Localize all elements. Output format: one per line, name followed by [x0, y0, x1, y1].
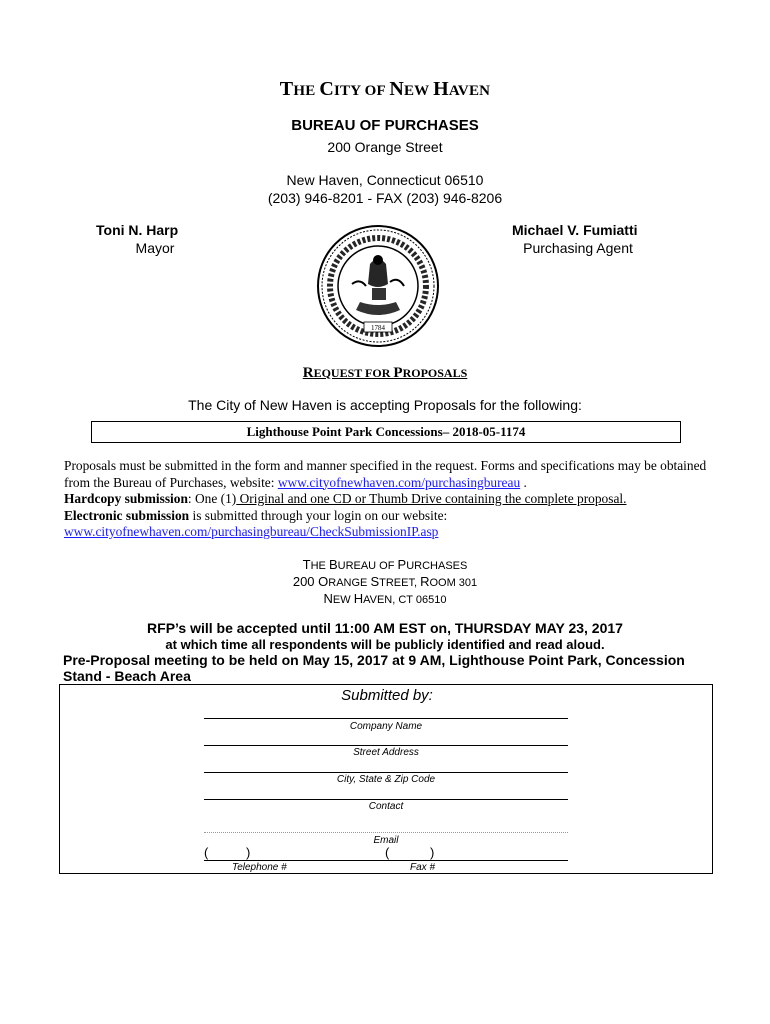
- phone-fax: (203) 946-8201 - FAX (203) 946-8206: [267, 190, 503, 206]
- agent-title: Purchasing Agent: [523, 240, 633, 256]
- agent-name: Michael V. Fumiatti: [512, 222, 638, 238]
- electronic-label: Electronic submission: [64, 507, 190, 523]
- street-address-label: Street Address: [353, 747, 419, 758]
- hardcopy-label: Hardcopy submission: [64, 491, 188, 506]
- telephone-label: Telephone #: [232, 862, 287, 873]
- telephone-paren-open: (: [204, 845, 209, 860]
- company-name-label: Company Name: [349, 721, 423, 732]
- email-line[interactable]: [204, 832, 568, 833]
- rfp-heading: REQUEST FOR PROPOSALS: [302, 365, 468, 381]
- city-address: New Haven, Connecticut 06510: [286, 172, 484, 188]
- bureau-address-line-3: NEW HAVEN, CT 06510: [323, 591, 447, 606]
- mayor-name: Toni N. Harp: [96, 222, 179, 238]
- bureau-address-line-2: 200 ORANGE STREET, ROOM 301: [292, 574, 478, 589]
- purchasing-bureau-link[interactable]: www.cityofnewhaven.com/purchasingbureau: [277, 474, 521, 490]
- bureau-address-line-1: THE BUREAU OF PURCHASES: [302, 557, 468, 572]
- project-title-box: Lighthouse Point Park Concessions– 2018-05-1174: [91, 421, 681, 443]
- street-address: 200 Orange Street: [327, 139, 443, 155]
- page-title: THE CITY OF NEW HAVEN: [279, 78, 491, 100]
- deadline-subtext: at which time all respondents will be publicly identified and read aloud.: [165, 637, 605, 652]
- city-seal-icon: [316, 224, 440, 348]
- fax-paren-close: ): [430, 845, 435, 860]
- seal-year: 1784: [371, 324, 385, 332]
- contact-line[interactable]: [204, 799, 568, 800]
- phone-fax-line[interactable]: [204, 860, 568, 861]
- company-name-line[interactable]: [204, 718, 568, 719]
- submission-form: [59, 684, 713, 874]
- bureau-name: BUREAU OF PURCHASES: [291, 117, 479, 134]
- mayor-title: Mayor: [135, 240, 175, 256]
- accepting-text: The City of New Haven is accepting Proposals for the following:: [188, 397, 582, 413]
- fax-paren-open: (: [385, 845, 390, 860]
- submission-link[interactable]: www.cityofnewhaven.com/purchasingbureau/CheckSubmissionIP.asp: [64, 524, 439, 539]
- city-state-zip-line[interactable]: [204, 772, 568, 773]
- telephone-paren-close: ): [246, 845, 251, 860]
- fax-label: Fax #: [410, 862, 436, 873]
- instructions: Proposals must be submitted in the form and manner specified in the request. Forms and specifications may be obtained from the Bureau of Purchases, website: www.cityofnewhaven.com/purchasingbureau . Hardcopy submission: One (1) Original and one CD or Thumb Drive containing the complete proposal. Electronic submission is submitted through your login on our website: www.cityofnewhaven.com/purchasingbureau/CheckSubmissionIP.asp: [64, 458, 707, 539]
- street-address-line[interactable]: [204, 745, 568, 746]
- submitted-by-title: Submitted by:: [341, 687, 433, 704]
- contact-label: Contact: [368, 801, 404, 812]
- preproposal-meeting: Pre-Proposal meeting to be held on May 15, 2017 at 9 AM, Lighthouse Point Park, Concession Stand - Beach Area: [63, 652, 685, 684]
- deadline-text: RFP’s will be accepted until 11:00 AM EST on, THURSDAY MAY 23, 2017: [147, 620, 623, 636]
- email-label: Email: [373, 835, 399, 846]
- city-state-zip-label: City, State & Zip Code: [336, 774, 436, 785]
